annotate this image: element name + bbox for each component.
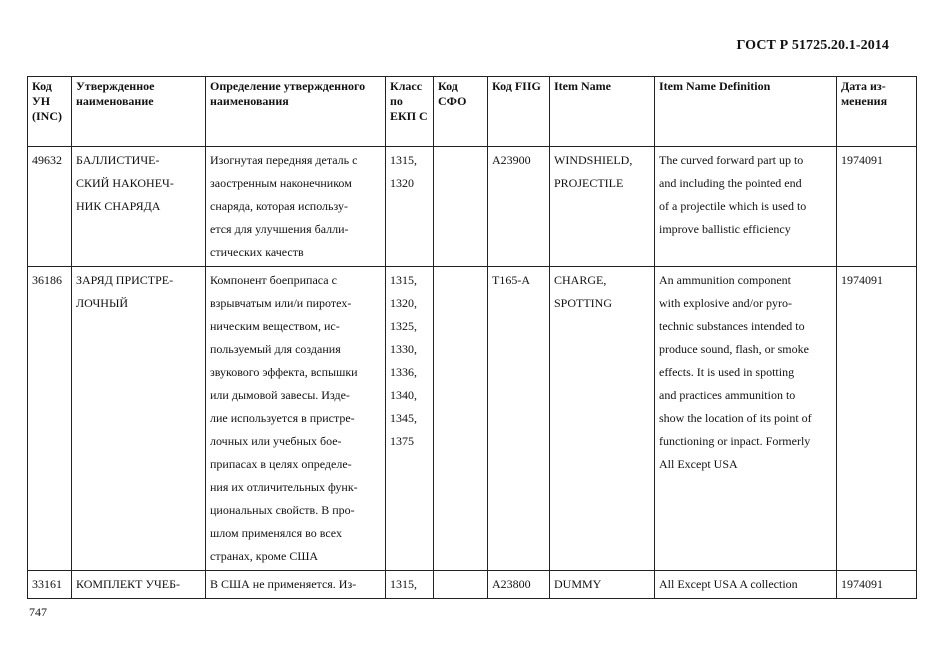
cell-line: звукового эффекта, вспышки (210, 365, 358, 379)
cell-line: produce sound, flash, or smoke (659, 342, 809, 356)
cell-line: взрывчатым или/и пиротех- (210, 296, 352, 310)
cell-line: 1345, (390, 411, 417, 425)
col-header-definition-ru: Определение утвержденного наименования (206, 77, 386, 147)
cell-class-ekps (386, 147, 434, 267)
cell-line: improve ballistic efficiency (659, 222, 791, 236)
cell-class-ekps (386, 267, 434, 571)
cell-line: 1336, (390, 365, 417, 379)
cell-change-date: 1974091 (837, 267, 917, 571)
cell-line: Компонент боеприпаса с (210, 273, 337, 287)
cell-code-fiig: A23900 (488, 147, 550, 267)
cell-line: В США не применяется. Из- (210, 577, 357, 591)
cell-line: ния их отличительных функ- (210, 480, 358, 494)
header-row (28, 77, 917, 147)
cell-line: An ammunition component (659, 273, 791, 287)
cell-line: КОМПЛЕКТ УЧЕБ- (76, 577, 181, 591)
cell-name-ru (72, 571, 206, 599)
cell-item-definition (655, 147, 837, 267)
cell-line: СКИЙ НАКОНЕЧ- (76, 176, 174, 190)
cell-change-date: 1974091 (837, 571, 917, 599)
cell-line: заостренным наконечником (210, 176, 352, 190)
table-row (28, 571, 917, 599)
cell-line: припасах в целях определе- (210, 457, 352, 471)
nomenclature-table (27, 76, 917, 599)
cell-code-sfo (434, 571, 488, 599)
cell-line: странах, кроме США (210, 549, 319, 563)
cell-item-definition (655, 571, 837, 599)
col-header-item-name: Item Name (550, 77, 655, 147)
cell-line: НИК СНАРЯДА (76, 199, 161, 213)
cell-inc: 33161 (28, 571, 72, 599)
cell-class-ekps (386, 571, 434, 599)
cell-line: лочных или учебных бое- (210, 434, 342, 448)
cell-line: with explosive and/or pyro- (659, 296, 792, 310)
cell-line: show the location of its point of (659, 411, 812, 425)
cell-item-name (550, 267, 655, 571)
cell-definition-ru (206, 571, 386, 599)
cell-line: of a projectile which is used to (659, 199, 807, 213)
cell-line: All Except USA (659, 457, 738, 471)
cell-line: ЗАРЯД ПРИСТРЕ- (76, 273, 174, 287)
cell-line: PROJECTILE (554, 176, 624, 190)
cell-code-fiig: T165-A (488, 267, 550, 571)
cell-line: WINDSHIELD, (554, 153, 633, 167)
cell-line: technic substances intended to (659, 319, 805, 333)
cell-line: 1375 (390, 434, 414, 448)
cell-line: 1315, (390, 273, 417, 287)
cell-line: The curved forward part up to (659, 153, 804, 167)
cell-line: 1325, (390, 319, 417, 333)
table-row (28, 267, 917, 571)
cell-line: 1330, (390, 342, 417, 356)
cell-change-date: 1974091 (837, 147, 917, 267)
cell-line: 1320 (390, 176, 414, 190)
page-number: 747 (29, 605, 47, 619)
cell-line: functioning or inpact. Formerly (659, 434, 811, 448)
cell-line: ническим веществом, ис- (210, 319, 340, 333)
cell-line: 1340, (390, 388, 417, 402)
cell-inc: 36186 (28, 267, 72, 571)
cell-line: шлом применялся во всех (210, 526, 342, 540)
cell-item-name (550, 571, 655, 599)
cell-code-sfo (434, 267, 488, 571)
cell-line: ется для улучшения балли- (210, 222, 349, 236)
cell-name-ru (72, 267, 206, 571)
col-header-class-ekps: Класс по ЕКП С (386, 77, 434, 147)
table-row (28, 147, 917, 267)
cell-definition-ru (206, 147, 386, 267)
cell-line: Изогнутая передняя деталь с (210, 153, 358, 167)
col-header-name-ru: Утвержденное наименование (72, 77, 206, 147)
cell-code-sfo (434, 147, 488, 267)
cell-line: стических качеств (210, 245, 304, 259)
col-header-code-sfo: Код СФО (434, 77, 488, 147)
cell-item-definition (655, 267, 837, 571)
cell-definition-ru (206, 267, 386, 571)
document-code: ГОСТ Р 51725.20.1-2014 (736, 38, 889, 53)
cell-line: 1315, (390, 153, 417, 167)
cell-line: effects. It is used in spotting (659, 365, 795, 379)
cell-line: пользуемый для создания (210, 342, 341, 356)
cell-line: 1315, (390, 577, 417, 591)
col-header-inc: Код УН (INC) (28, 77, 72, 147)
cell-line: 1320, (390, 296, 417, 310)
cell-inc: 49632 (28, 147, 72, 267)
cell-item-name (550, 147, 655, 267)
cell-line: ЛОЧНЫЙ (76, 296, 129, 310)
cell-line: или дымовой завесы. Изде- (210, 388, 350, 402)
cell-line: CHARGE, (554, 273, 607, 287)
col-header-code-fiig: Код FIIG (488, 77, 550, 147)
cell-line: DUMMY (554, 577, 602, 591)
cell-line: SPOTTING (554, 296, 613, 310)
cell-line: and practices ammunition to (659, 388, 796, 402)
col-header-item-definition: Item Name Definition (655, 77, 837, 147)
cell-name-ru (72, 147, 206, 267)
cell-line: БАЛЛИСТИЧЕ- (76, 153, 160, 167)
col-header-change-date: Дата из-менения (837, 77, 917, 147)
cell-line: лие используется в пристре- (210, 411, 355, 425)
cell-line: and including the pointed end (659, 176, 802, 190)
cell-line: снаряда, которая использу- (210, 199, 348, 213)
cell-line: All Except USA A collection (659, 577, 798, 591)
cell-code-fiig: A23800 (488, 571, 550, 599)
cell-line: циональных свойств. В про- (210, 503, 355, 517)
